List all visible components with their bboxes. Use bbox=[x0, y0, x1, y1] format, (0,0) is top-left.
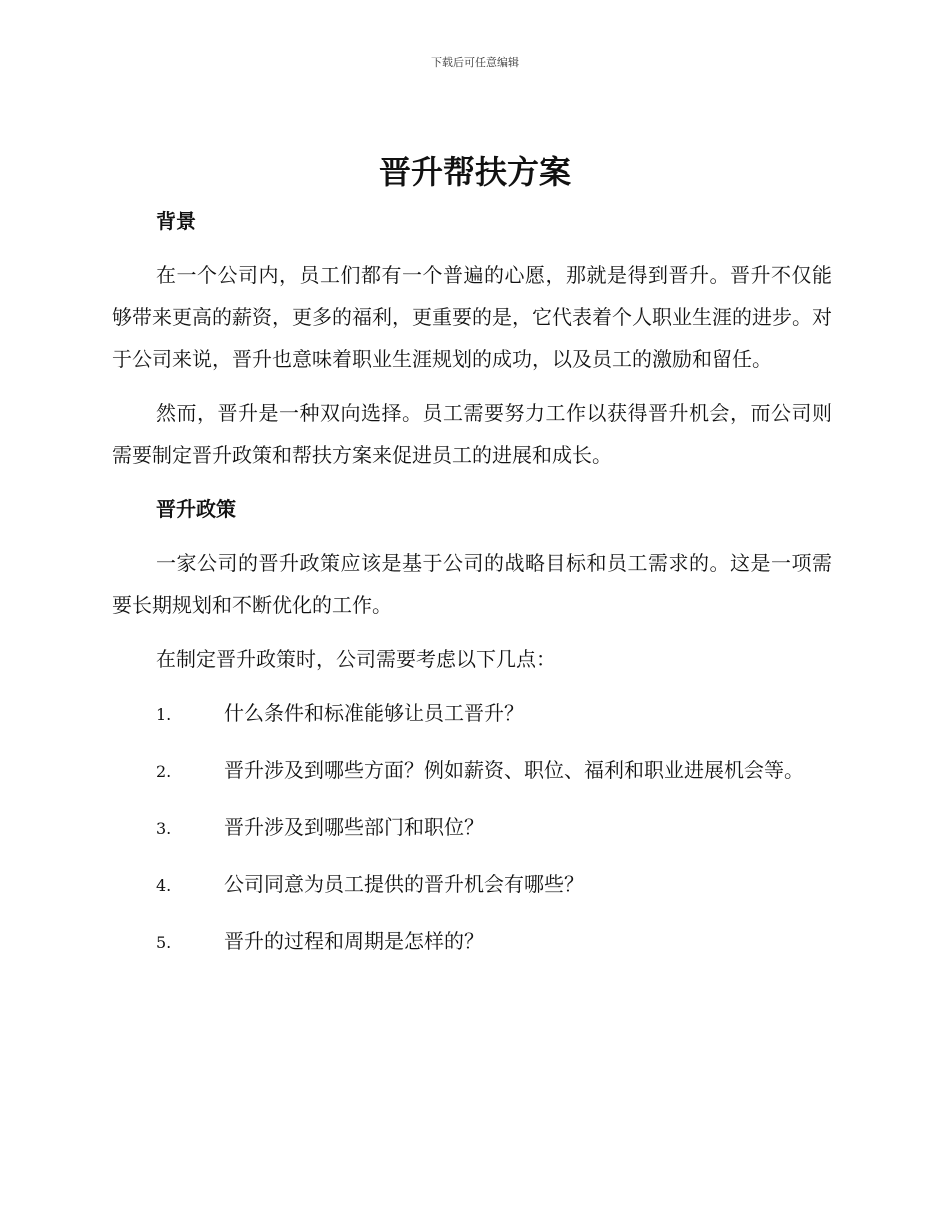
list-item-number: 5. bbox=[156, 933, 172, 952]
list-item-text: 晋升涉及到哪些部门和职位？ bbox=[224, 815, 484, 839]
list-item bbox=[112, 749, 832, 793]
document-title: 晋升帮扶方案 bbox=[378, 153, 571, 191]
paragraph: 一家公司的晋升政策应该是基于公司的战略目标和员工需求的。这是一项需要长期规划和不断优化的工作。 bbox=[112, 551, 832, 617]
list-item bbox=[112, 692, 832, 736]
list-item bbox=[112, 863, 832, 907]
list-item-text: 什么条件和标准能够让员工晋升？ bbox=[224, 701, 524, 725]
paragraph: 在一个公司内，员工们都有一个普遍的心愿，那就是得到晋升。晋升不仅能够带来更高的薪资，更多的福利，更重要的是，它代表着个人职业生涯的进步。对于公司来说，晋升也意味着职业生涯规划的成功，以及员工的激励和留任。 bbox=[112, 263, 832, 371]
list-item-text: 晋升涉及到哪些方面？例如薪资、职位、福利和职业进展机会等。 bbox=[224, 758, 804, 782]
list-item bbox=[112, 920, 832, 964]
paragraph: 然而，晋升是一种双向选择。员工需要努力工作以获得晋升机会，而公司则需要制定晋升政策和帮扶方案来促进员工的进展和成长。 bbox=[112, 401, 832, 467]
list-item-text: 公司同意为员工提供的晋升机会有哪些？ bbox=[224, 872, 584, 896]
list-item-number: 4. bbox=[156, 876, 172, 895]
list-item-number: 1. bbox=[156, 705, 172, 724]
paragraph: 在制定晋升政策时，公司需要考虑以下几点： bbox=[156, 647, 556, 671]
list-item-number: 2. bbox=[156, 762, 172, 781]
page-header-note: 下载后可任意编辑 bbox=[431, 56, 519, 69]
numbered-list bbox=[112, 692, 832, 964]
list-item-text: 晋升的过程和周期是怎样的？ bbox=[224, 929, 484, 953]
document-body bbox=[112, 200, 832, 977]
list-item bbox=[112, 806, 832, 850]
section-heading-background: 背景 bbox=[156, 209, 196, 233]
list-item-number: 3. bbox=[156, 819, 172, 838]
section-heading-promotion-policy: 晋升政策 bbox=[156, 497, 236, 521]
